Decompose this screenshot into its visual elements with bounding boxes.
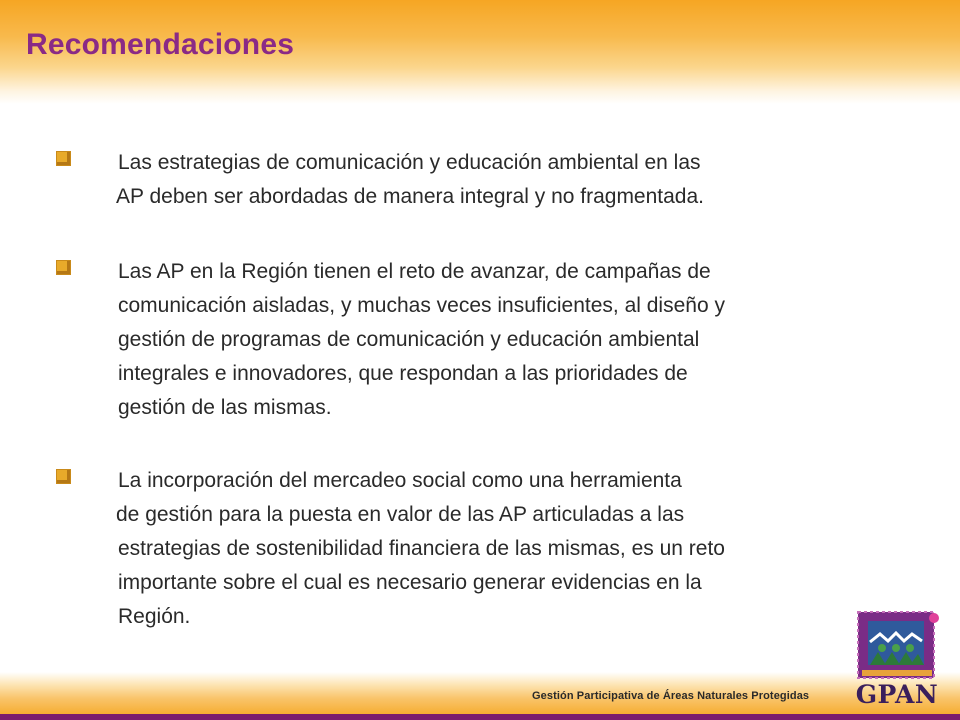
bullet-line: importante sobre el cual es necesario generar evidencias en la: [118, 571, 702, 594]
bullet-line: Región.: [118, 605, 191, 628]
bullet-line: AP deben ser abordadas de manera integral y no fragmentada.: [116, 185, 704, 208]
gpan-logo-text: GPAN: [855, 680, 939, 709]
slide-title: Recomendaciones: [26, 28, 295, 61]
checkbox-bullet-icon: [56, 260, 71, 275]
bullet-text: [118, 464, 918, 634]
footer-band: [0, 672, 960, 720]
bullet-line: comunicación aisladas, y muchas veces insuficientes, al diseño y: [118, 294, 725, 317]
bullet-line: Las estrategias de comunicación y educación ambiental en las: [118, 151, 701, 174]
bullet-line: La incorporación del mercadeo social como una herramienta: [118, 469, 682, 492]
checkbox-bullet-icon: [56, 151, 71, 166]
bullet-line: gestión de programas de comunicación y educación ambiental: [118, 328, 700, 351]
bullet-line: gestión de las mismas.: [118, 396, 332, 419]
bullet-line: de gestión para la puesta en valor de las AP articuladas a las: [116, 503, 685, 526]
checkbox-bullet-icon: [56, 469, 71, 484]
bullet-text: [118, 255, 918, 425]
footer-strip: [0, 714, 960, 720]
bullet-line: integrales e innovadores, que respondan a las prioridades de: [118, 362, 688, 385]
footer-caption: Gestión Participativa de Áreas Naturales Protegidas: [532, 690, 810, 702]
bullet-line: Las AP en la Región tienen el reto de avanzar, de campañas de: [118, 260, 711, 283]
bullet-text: [118, 146, 918, 214]
bullet-line: estrategias de sostenibilidad financiera de las mismas, es un reto: [118, 537, 725, 560]
